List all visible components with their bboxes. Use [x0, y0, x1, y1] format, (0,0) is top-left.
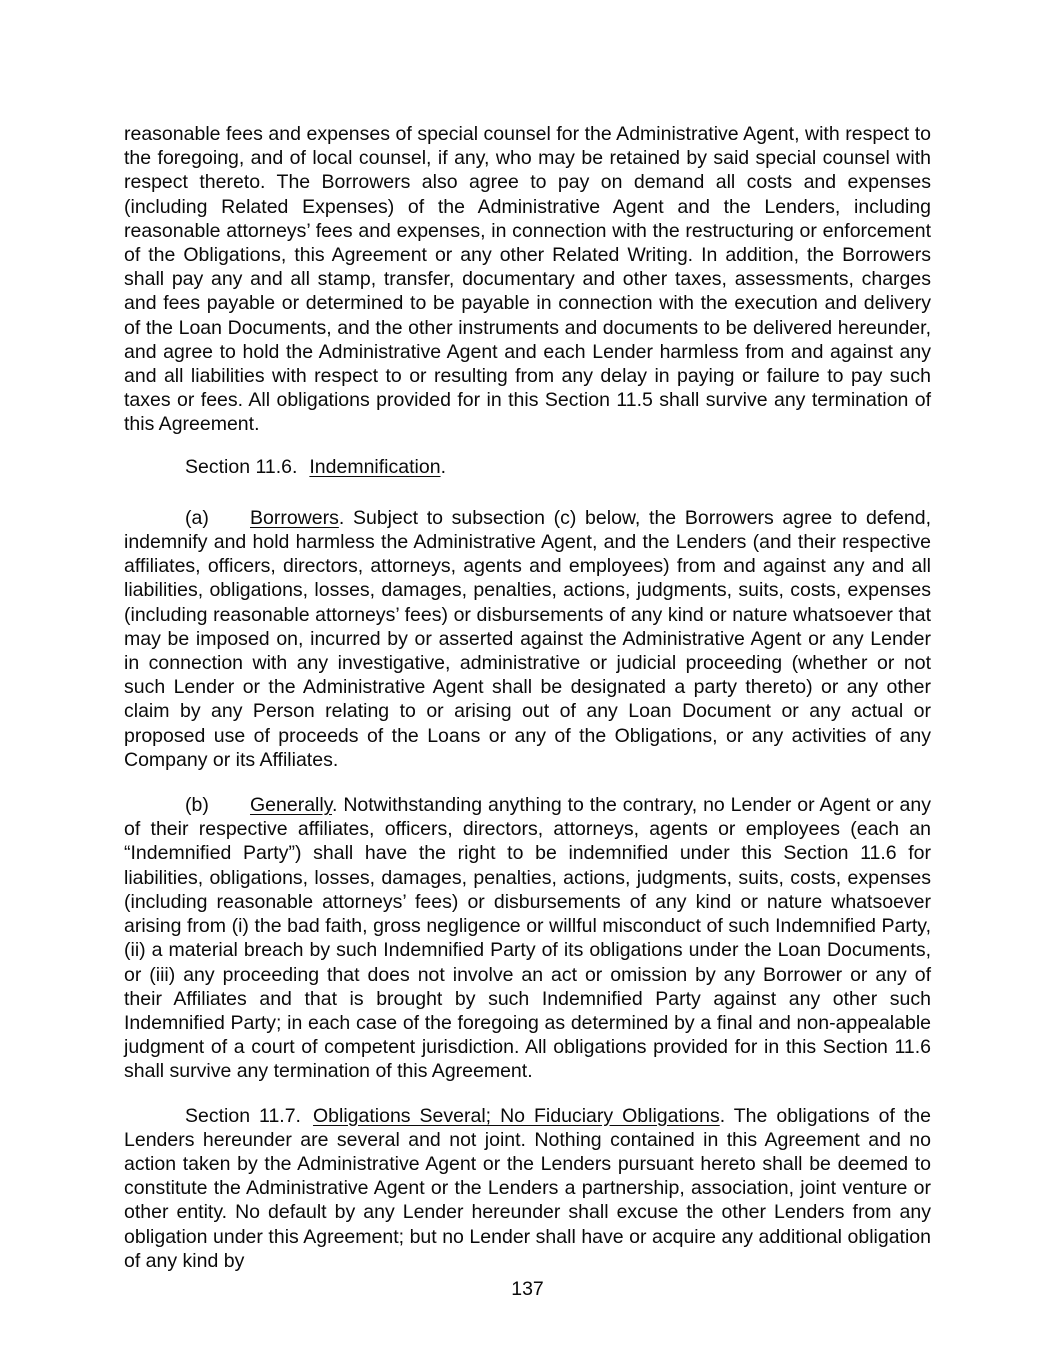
section-11-6-title-period: . — [440, 455, 446, 478]
page-content — [124, 122, 931, 1273]
section-11-7-title: Obligations Several; No Fiduciary Obligations — [312, 1104, 720, 1127]
subsection-b-label: (b) — [185, 794, 209, 817]
paragraph-subsection-b — [124, 793, 931, 1083]
section-11-6-label: Section 11.6. — [185, 455, 298, 478]
subsection-b-lead: Generally — [250, 794, 333, 817]
subsection-a-lead: Borrowers — [250, 506, 339, 529]
section-11-7-label: Section 11.7. — [185, 1104, 301, 1127]
subsection-b-body: . Notwithstanding anything to the contrary, no Lender or Agent or any of their respective affiliates, officers, directors, attorneys, agents or employees (each an “Indemnified Party”) shall have the right to be indemnified under this Section 11.6 for liabilities, obligations, losses, damages, penalties, actions, judgments, suits, costs, expenses (including reasonable attorneys’ fees) or disbursements of any kind or nature whatsoever arising from (i) the bad faith, gross negligence or willful misconduct of such Indemnified Party, (ii) a material breach by such Indemnified Party of its obligations under the Loan Documents, or (iii) any proceeding that does not involve an act or omission by any Borrower or any of their Affiliates and that is brought by such Indemnified Party against any other such Indemnified Party; in each case of the foregoing as determined by a final and non-appealable judgment of a court of competent jurisdiction. All obligations provided for in this Section 11.6 shall survive any termination of this Agreement. — [124, 794, 931, 1083]
subsection-a-body: . Subject to subsection (c) below, the Borrowers agree to defend, indemnify and hold harmless the Administrative Agent, and the Lenders (and their respective affiliates, officers, directors, attorneys, agents and employees) from and against any and all liabilities, obligations, losses, damages, penalties, actions, judgments, suits, costs, expenses (including reasonable attorneys’ fees) or disbursements of any kind or nature whatsoever that may be imposed on, incurred by or asserted against the Administrative Agent or any Lender in connection with any investigative, administrative or judicial proceeding (whether or not such Lender or the Administrative Agent shall be designated a party thereto) or any other claim by any Person relating to or arising out of any Loan Document or any actual or proposed use of proceeds of the Loans or any of the Obligations, or any activities of any Company or its Affiliates. — [124, 506, 931, 771]
paragraph-section-11-7 — [124, 1104, 931, 1273]
subsection-a-label: (a) — [185, 506, 209, 529]
page-number: 137 — [511, 1278, 544, 1300]
paragraph-section-11-5-continuation: reasonable fees and expenses of special counsel for the Administrative Agent, with respect to the foregoing, and of local counsel, if any, who may be retained by said special counsel with respect thereto. The Borrowers also agree to pay on demand all costs and expenses (including Related Expenses) of the Administrative Agent and the Lenders, including reasonable attorneys’ fees and expenses, in connection with the restructuring or enforcement of the Obligations, this Agreement or any other Related Writing. In addition, the Borrowers shall pay any and all stamp, transfer, documentary and other taxes, assessments, charges and fees payable or determined to be payable in connection with the execution and delivery of the Loan Documents, and the other instruments and documents to be delivered hereunder, and agree to hold the Administrative Agent and each Lender harmless from and against any and all liabilities with respect to or resulting from any delay in paying or failure to pay such taxes or fees. All obligations provided for in this Section 11.5 shall survive any termination of this Agreement. — [124, 123, 931, 436]
section-11-6-heading — [124, 455, 931, 479]
section-11-6-title: Indemnification — [309, 455, 441, 478]
section-11-7-body: . The obligations of the Lenders hereunder are several and not joint. Nothing contained in this Agreement and no action taken by the Administrative Agent or the Lenders pursuant hereto shall be deemed to constitute the Administrative Agent or the Lenders a partnership, association, joint venture or other entity. No default by any Lender hereunder shall excuse the other Lenders from any obligation under this Agreement; but no Lender shall have or acquire any additional obligation of any kind by — [124, 1104, 931, 1272]
paragraph-subsection-a — [124, 506, 931, 772]
